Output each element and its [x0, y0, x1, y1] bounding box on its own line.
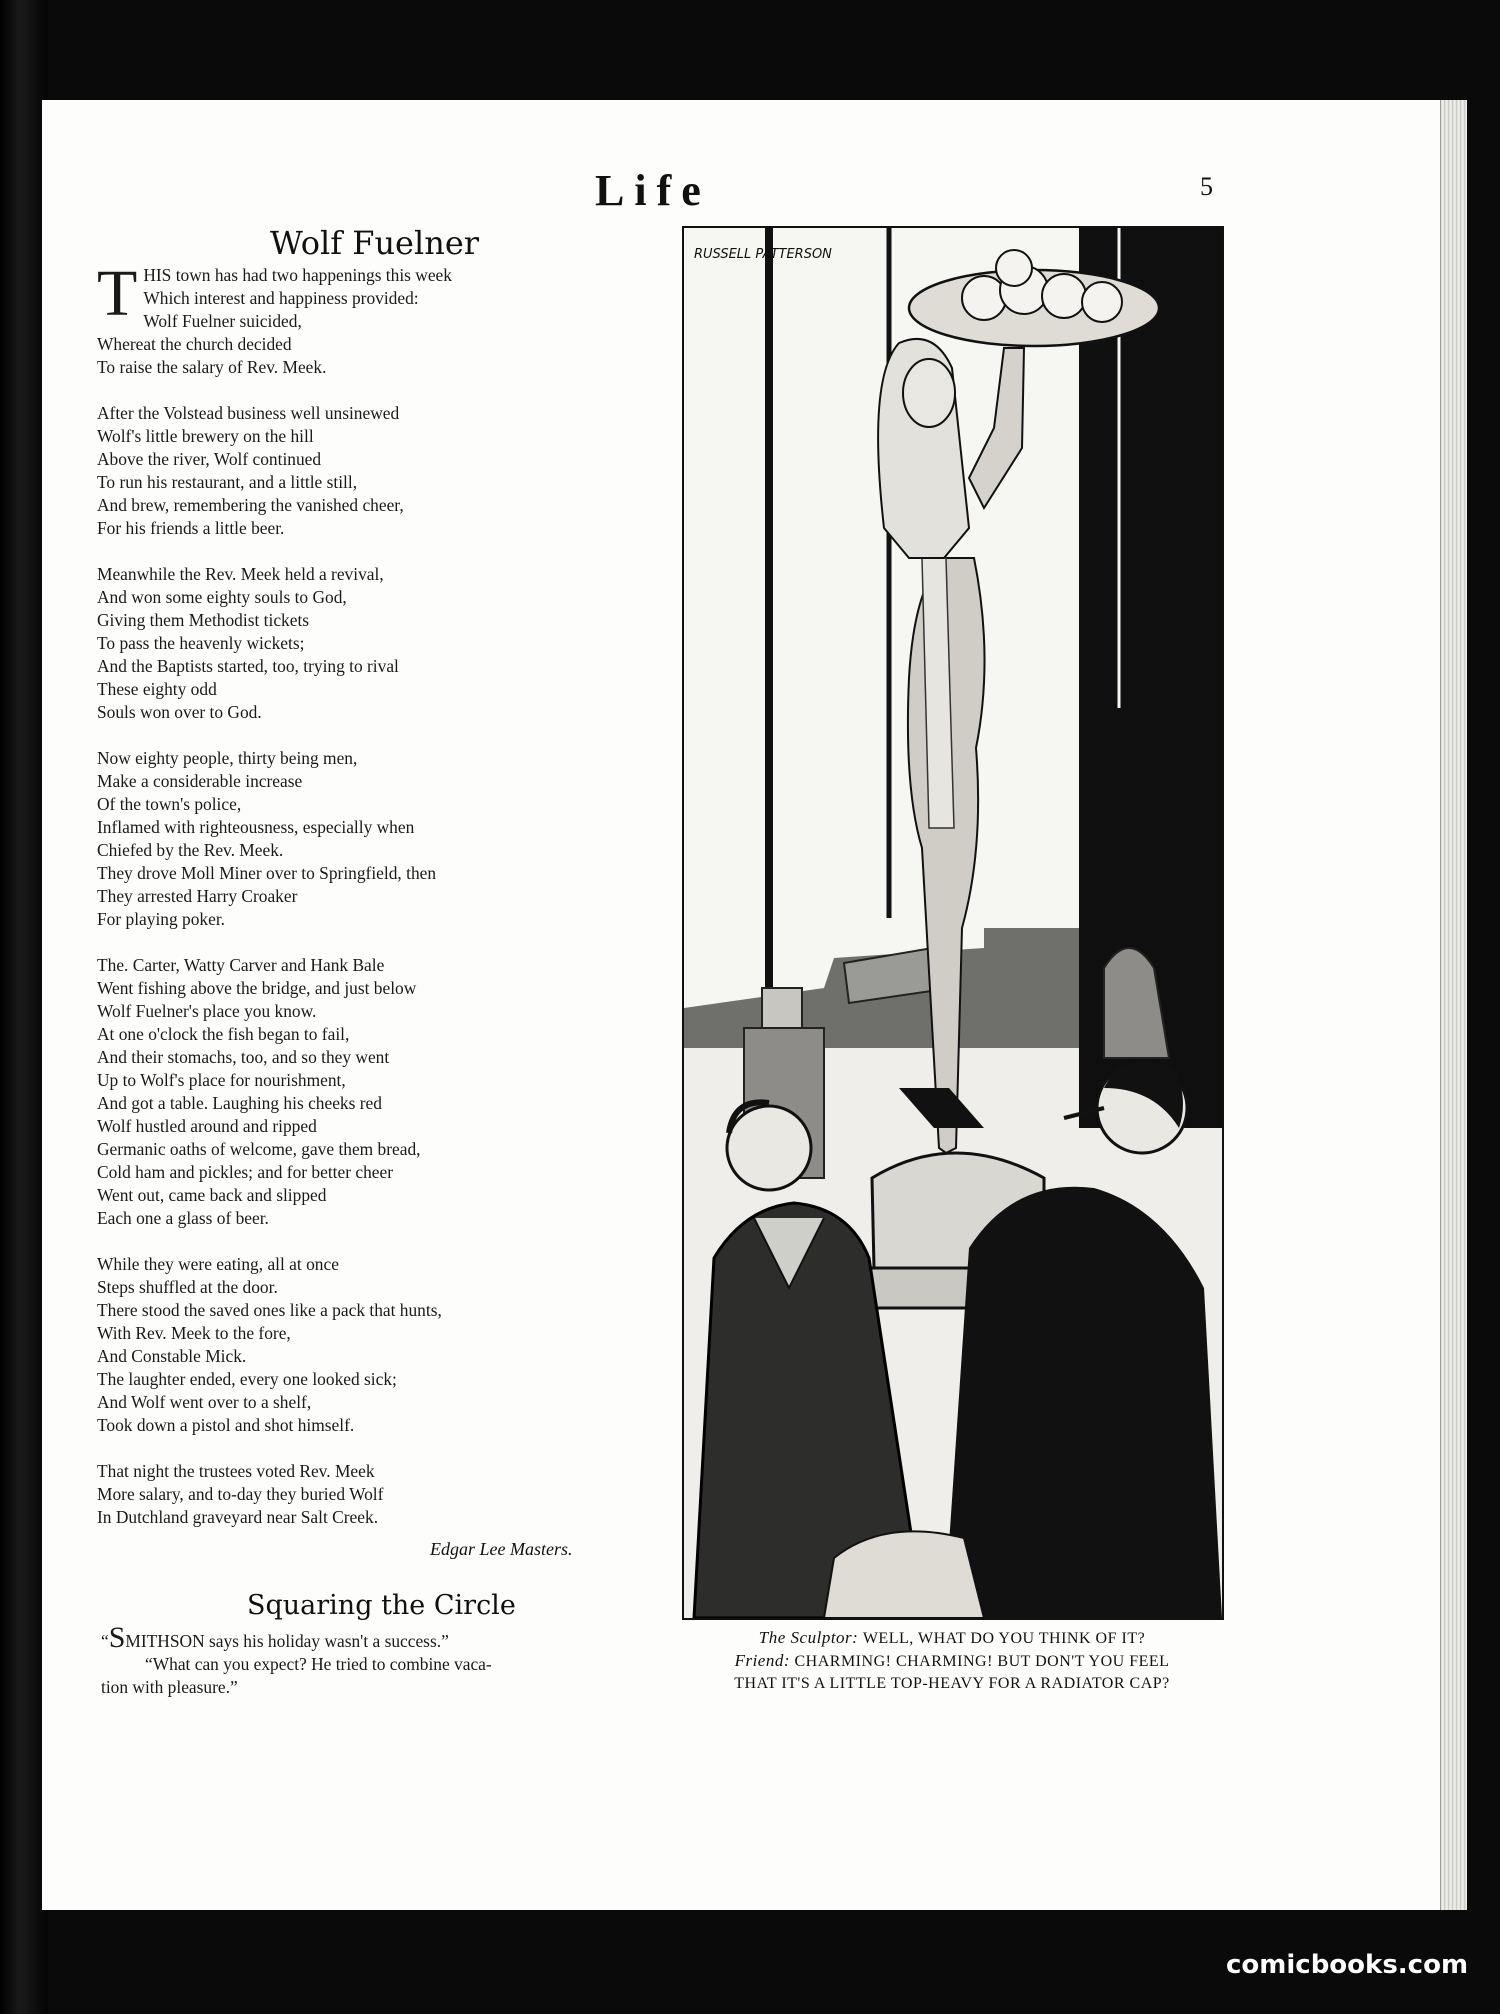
poem-line: Which interest and happiness provided:: [143, 288, 419, 308]
anecdote-line: [101, 1621, 449, 1654]
poem-stanza: [97, 257, 657, 379]
caption-text: CHARMING! CHARMING! BUT DON'T YOU FEEL: [794, 1653, 1170, 1670]
anecdote-title: Squaring the Circle: [247, 1590, 516, 1621]
anecdote-line: tion with pleasure.”: [101, 1677, 238, 1697]
artist-signature: RUSSELL PATTERSON: [694, 247, 832, 262]
poem-line: Wolf hustled around and ripped: [97, 1116, 317, 1136]
cartoon-caption: [676, 1627, 1228, 1695]
poem-line: In Dutchland graveyard near Salt Creek.: [97, 1507, 379, 1527]
poem-body: [97, 257, 657, 1552]
poem-line: Wolf Fuelner's place you know.: [97, 1001, 317, 1021]
poem-line: And Wolf went over to a shelf,: [97, 1392, 312, 1412]
poem-line: Souls won over to God.: [97, 702, 262, 722]
poem-line: And Constable Mick.: [97, 1346, 247, 1366]
poem-line: To raise the salary of Rev. Meek.: [97, 357, 327, 377]
poem-stanza: [97, 1460, 657, 1529]
poem-line: Meanwhile the Rev. Meek held a revival,: [97, 564, 384, 584]
poem-line: And the Baptists started, too, trying to rival: [97, 656, 399, 676]
poem-line: After the Volstead business well unsinewed: [97, 403, 400, 423]
caption-text: WELL, WHAT DO YOU THINK OF IT?: [862, 1630, 1146, 1647]
poem-line: And their stomachs, too, and so they went: [97, 1047, 390, 1067]
cartoon-illustration: [682, 226, 1224, 1620]
poem-line: The. Carter, Watty Carver and Hank Bale: [97, 955, 385, 975]
poem-line: They drove Moll Miner over to Springfield, then: [97, 863, 437, 883]
poem-line: To run his restaurant, and a little still,: [97, 472, 358, 492]
caption-line: [676, 1627, 1228, 1650]
poem-line: Wolf's little brewery on the hill: [97, 426, 314, 446]
poem-line: Each one a glass of beer.: [97, 1208, 269, 1228]
poem-line: Germanic oaths of welcome, gave them bread,: [97, 1139, 421, 1159]
drop-cap: T: [97, 257, 138, 330]
caption-speaker: Friend:: [734, 1651, 790, 1670]
poem-line: The laughter ended, every one looked sick;: [97, 1369, 397, 1389]
anecdote-line: “What can you expect? He tried to combine vaca-: [145, 1654, 492, 1674]
poem-line: With Rev. Meek to the fore,: [97, 1323, 291, 1343]
poem-stanza: [97, 563, 657, 724]
poem-line: There stood the saved ones like a pack that hunts,: [97, 1300, 442, 1320]
open-quote: “: [101, 1631, 109, 1651]
poem-line: Steps shuffled at the door.: [97, 1277, 278, 1297]
caption-text: THAT IT'S A LITTLE TOP-HEAVY FOR A RADIATOR CAP?: [734, 1675, 1170, 1692]
poem-line: Now eighty people, thirty being men,: [97, 748, 358, 768]
page-number: 5: [1200, 172, 1213, 201]
poem-line: Above the river, Wolf continued: [97, 449, 322, 469]
poem-line: And brew, remembering the vanished cheer,: [97, 495, 404, 515]
poem-line: Giving them Methodist tickets: [97, 610, 310, 630]
poem-line: Whereat the church decided: [97, 334, 292, 354]
poem-line: Cold ham and pickles; and for better cheer: [97, 1162, 394, 1182]
poem-line: Wolf Fuelner suicided,: [143, 311, 302, 331]
poem-line: While they were eating, all at once: [97, 1254, 339, 1274]
site-watermark: comicbooks.com: [1226, 1950, 1469, 1980]
poem-stanza: [97, 747, 657, 931]
poem-line: HIS town has had two happenings this week: [143, 265, 452, 285]
poem-line: And won some eighty souls to God,: [97, 587, 347, 607]
poem-stanza: [97, 954, 657, 1230]
poem-line: For playing poker.: [97, 909, 226, 929]
poem-line: And got a table. Laughing his cheeks red: [97, 1093, 382, 1113]
poem-line: Went out, came back and slipped: [97, 1185, 327, 1205]
poem-line: To pass the heavenly wickets;: [97, 633, 305, 653]
anecdote-cap: S: [108, 1621, 126, 1654]
poem-line: Took down a pistol and shot himself.: [97, 1415, 355, 1435]
book-binding-left: [0, 0, 48, 2014]
poem-line: That night the trustees voted Rev. Meek: [97, 1461, 375, 1481]
poem-line: At one o'clock the fish began to fail,: [97, 1024, 350, 1044]
poem-title: Wolf Fuelner: [270, 224, 480, 262]
poem-line: Make a considerable increase: [97, 771, 303, 791]
poem-line: More salary, and to-day they buried Wolf: [97, 1484, 384, 1504]
poem-stanza: [97, 402, 657, 540]
poem-stanza: [97, 1253, 657, 1437]
anecdote-body: [101, 1621, 646, 1699]
caption-speaker: The Sculptor:: [758, 1628, 859, 1647]
poem-line: These eighty odd: [97, 679, 217, 699]
poem-author: Edgar Lee Masters.: [430, 1539, 573, 1559]
caption-line: [676, 1650, 1228, 1673]
caption-line: [676, 1673, 1228, 1695]
poem-line: Went fishing above the bridge, and just below: [97, 978, 417, 998]
page-stack-edge: [1440, 100, 1467, 1910]
poem-line: They arrested Harry Croaker: [97, 886, 298, 906]
poem-line: Up to Wolf's place for nourishment,: [97, 1070, 346, 1090]
poem-line: Chiefed by the Rev. Meek.: [97, 840, 284, 860]
poem-line: For his friends a little beer.: [97, 518, 285, 538]
poem-line: Inflamed with righteousness, especially when: [97, 817, 415, 837]
magazine-title: Life: [595, 166, 711, 215]
anecdote-text: MITHSON says his holiday wasn't a success.”: [125, 1631, 449, 1651]
cartoon-drawing: [684, 228, 1222, 1618]
poem-line: Of the town's police,: [97, 794, 242, 814]
